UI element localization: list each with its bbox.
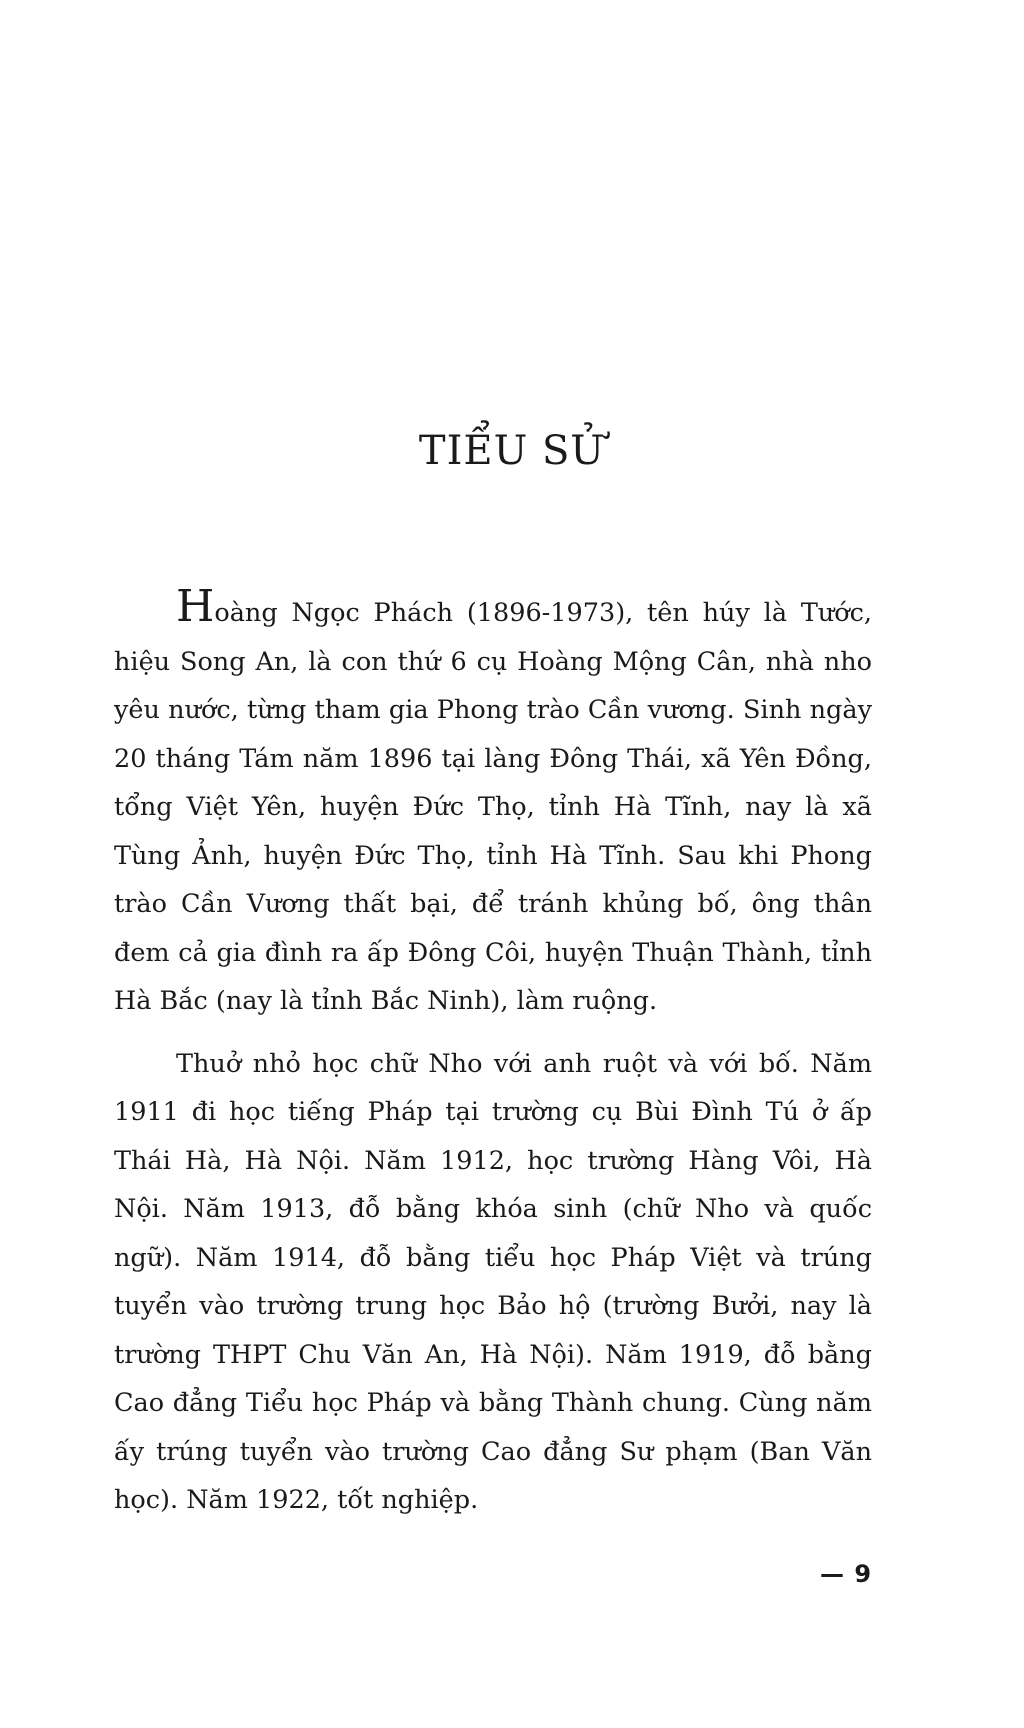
drop-cap: H (176, 581, 215, 632)
body-text (114, 581, 872, 1539)
paragraph-2: Thuở nhỏ học chữ Nho với anh ruột và với bố. Năm 1911 đi học tiếng Pháp tại trường cụ Bùi Đình Tú ở ấp Thái Hà, Hà Nội. Năm 1912, học trường Hàng Vôi, Hà Nội. Năm 1913, đỗ bằng khóa sinh (chữ Nho và quốc ngữ). Năm 1914, đỗ bằng tiểu học Pháp Việt và trúng tuyển vào trường trung học Bảo hộ (trường Bưởi, nay là trường THPT Chu Văn An, Hà Nội). Năm 1919, đỗ bằng Cao đẳng Tiểu học Pháp và bằng Thành chung. Cùng năm ấy trúng tuyển vào trường Cao đẳng Sư phạm (Ban Văn học). Năm 1922, tốt nghiệp. (114, 1048, 872, 1515)
page-title: TIỂU SỬ (418, 428, 606, 474)
paragraph-1-text: oàng Ngọc Phách (1896-1973), tên húy là Tước, hiệu Song An, là con thứ 6 cụ Hoàng Mộng Cân, nhà nho yêu nước, từng tham gia Phong trào Cần vương. Sinh ngày 20 tháng Tám năm 1896 tại làng Đông Thái, xã Yên Đồng, tổng Việt Yên, huyện Đức Thọ, tỉnh Hà Tĩnh, nay là xã Tùng Ảnh, huyện Đức Thọ, tỉnh Hà Tĩnh. Sau khi Phong trào Cần Vương thất bại, để tránh khủng bố, ông thân đem cả gia đình ra ấp Đông Côi, huyện Thuận Thành, tỉnh Hà Bắc (nay là tỉnh Bắc Ninh), làm ruộng. (114, 598, 872, 1016)
page-number: — 9 (820, 1560, 873, 1588)
paragraph-1 (114, 581, 872, 1026)
